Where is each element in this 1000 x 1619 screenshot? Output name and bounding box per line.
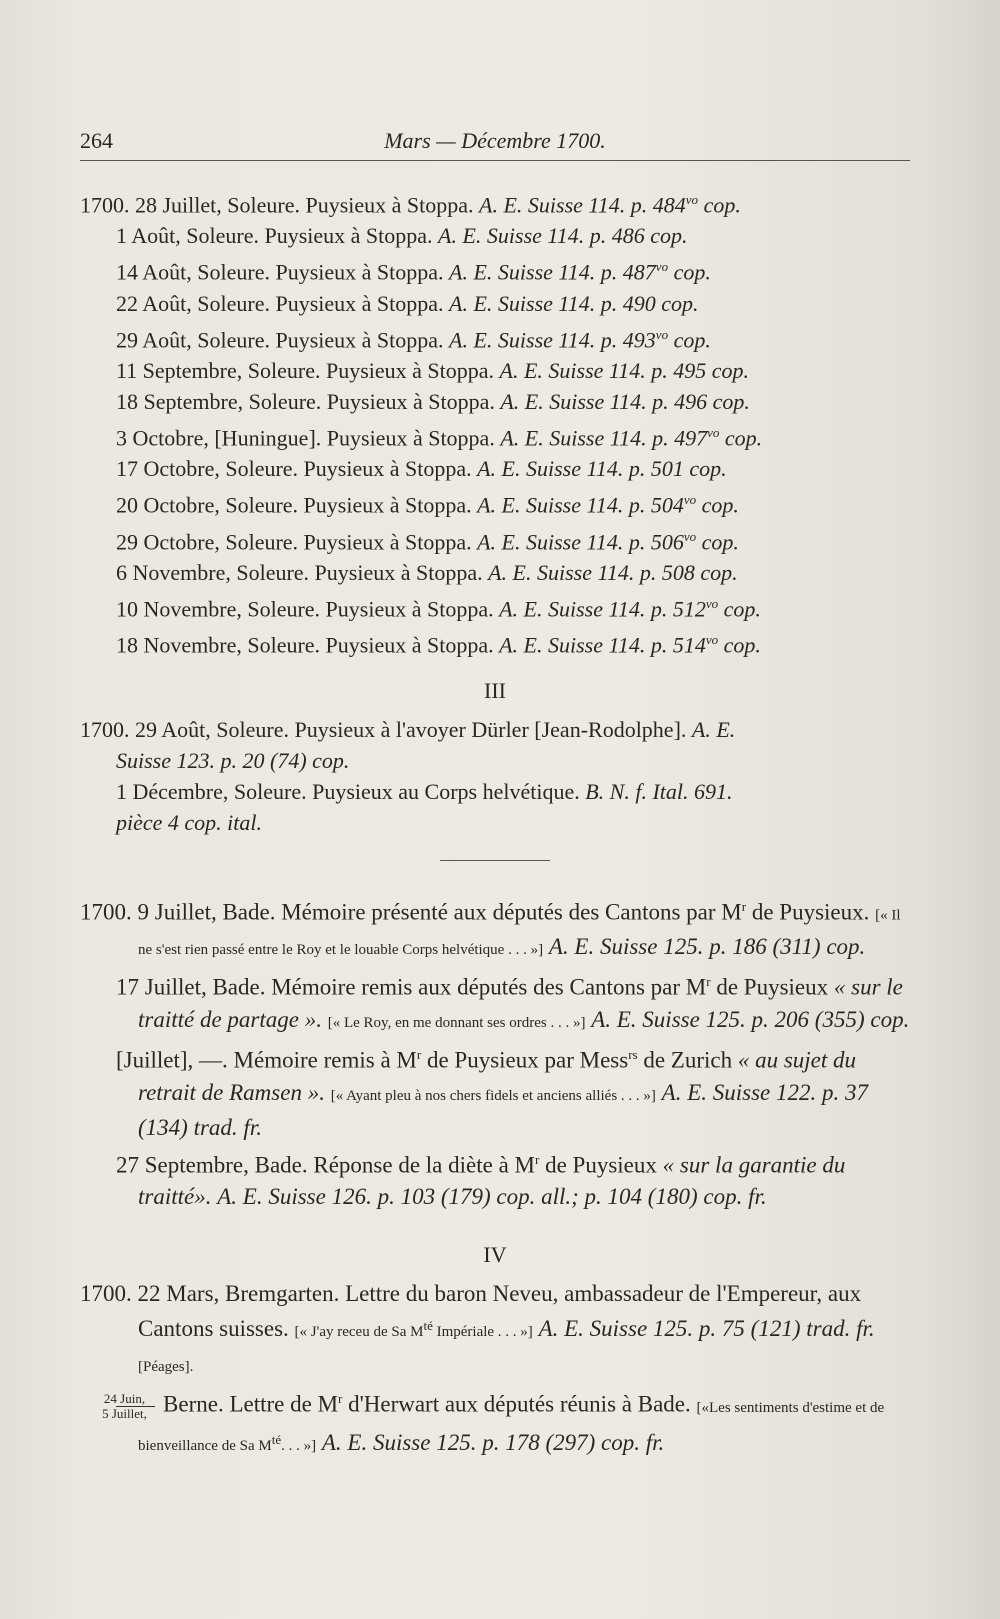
- entry-text: 27 Septembre, Bade. Réponse de la diète à M: [116, 1152, 535, 1178]
- header-rule: [80, 160, 910, 161]
- entry-incipit: Impériale . . . »]: [432, 1324, 533, 1341]
- entry-text: 18 Septembre, Soleure. Puysieux à Stoppa.: [116, 388, 495, 414]
- entry-ref-tail: cop.: [698, 192, 741, 218]
- list-item: [80, 807, 910, 838]
- list-item: [80, 776, 910, 807]
- entry-ref: A. E. Suisse 125. p. 75 (121) trad. fr.: [538, 1316, 875, 1342]
- memoires-section: [80, 891, 910, 1214]
- entry-subject: « sur le traitté de partage ».: [138, 974, 903, 1032]
- entry-ref: A. E. Suisse 114. p. 514: [499, 632, 706, 658]
- entry-incipit: . . . »]: [281, 1437, 317, 1454]
- entry-text: 29 Août, Soleure. Puysieux à l'avoyer Dürler [Jean-Rodolphe].: [135, 716, 687, 742]
- list-item: [80, 1278, 910, 1383]
- entry-text: 9 Juillet, Bade. Mémoire présenté aux députés des Cantons par M: [137, 899, 742, 925]
- date-fraction-top: 24 Juin,: [116, 1392, 155, 1407]
- section-title-iv: IV: [483, 1242, 507, 1268]
- entry-text: 14 Août, Soleure. Puysieux à Stoppa.: [116, 259, 444, 285]
- list-item: [80, 588, 910, 624]
- entry-ref-tail: cop.: [719, 425, 763, 451]
- entry-text: 28 Juillet, Soleure. Puysieux à Stoppa.: [135, 192, 474, 218]
- superscript: vo: [685, 192, 699, 207]
- entry-ref: Suisse 123. p. 20 (74) cop.: [116, 747, 350, 773]
- list-item: [80, 714, 910, 745]
- entry-ref-tail: cop.: [668, 259, 711, 285]
- superscript: r: [741, 898, 747, 914]
- entry-text: 17 Octobre, Soleure. Puysieux à Stoppa.: [116, 456, 472, 482]
- entry-text: 10 Novembre, Soleure. Puysieux à Stoppa.: [116, 596, 494, 622]
- entry-text: 29 Octobre, Soleure. Puysieux à Stoppa.: [116, 528, 472, 554]
- superscript: r: [706, 974, 711, 990]
- entry-text: Berne. Lettre de M: [163, 1391, 339, 1417]
- entry-text: de Puysieux: [539, 1152, 657, 1178]
- entry-incipit: [« Il ne s'est rien passé entre le Roy et le louable Corps helvétique . . . »]: [138, 907, 901, 959]
- entry-ref: A. E. Suisse 126. p. 103 (179) cop. all.; p. 104 (180) cop. fr.: [217, 1184, 767, 1210]
- entry-text: de Puysieux.: [746, 899, 870, 925]
- entry-note: [Péages].: [138, 1359, 194, 1376]
- entry-text: de Puysieux: [710, 974, 829, 1000]
- entry-ref: A. E. Suisse 114. p. 493: [449, 326, 656, 352]
- entry-text: 17 Juillet, Bade. Mémoire remis aux députés des Cantons par M: [116, 974, 707, 1000]
- entry-text: d'Herwart aux députés réunis à Bade.: [342, 1391, 691, 1417]
- list-item: [80, 184, 910, 220]
- superscript: vo: [705, 595, 719, 611]
- list-item: [80, 745, 910, 776]
- running-title: Mars — Décembre 1700.: [384, 128, 606, 153]
- list-item: [80, 251, 910, 287]
- entry-ref: A. E. Suisse 114. p. 512: [499, 596, 706, 622]
- entry-text: 18 Novembre, Soleure. Puysieux à Stoppa.: [116, 632, 494, 658]
- entry-ref: A. E. Suisse 114. p. 497: [500, 425, 708, 451]
- list-item: [80, 1039, 910, 1144]
- superscript: vo: [655, 259, 669, 275]
- entry-text: 22 Mars, Bremgarten. Lettre du baron Neveu, ambassadeur de l'Empereur, aux Cantons suisses.: [137, 1281, 862, 1342]
- letters-list: [80, 184, 910, 661]
- entry-ref: A. E. Suisse 114. p. 484: [479, 192, 686, 218]
- entry-text: 1 Août, Soleure. Puysieux à Stoppa.: [116, 223, 433, 249]
- entry-ref-tail: cop.: [696, 492, 739, 518]
- entry-ref: A. E. Suisse 114. p. 496 cop.: [500, 388, 750, 414]
- list-item: [80, 220, 910, 251]
- entry-incipit: [« Ayant pleu à nos chers fidels et anciens alliés . . . »]: [330, 1087, 656, 1104]
- entry-text: 3 Octobre, [Huningue]. Puysieux à Stoppa.: [116, 425, 495, 451]
- list-item: [80, 417, 910, 453]
- section-separator: [440, 860, 550, 861]
- superscript: vo: [705, 632, 719, 648]
- list-item: [80, 484, 910, 520]
- entry-incipit: [«Les sentiments d'estime et de bienveillance de Sa M: [138, 1399, 885, 1454]
- superscript: vo: [683, 528, 697, 544]
- list-item: [80, 557, 910, 588]
- entry-text: 29 Août, Soleure. Puysieux à Stoppa.: [116, 326, 444, 352]
- list-item: [80, 1383, 910, 1462]
- entry-ref: A. E. Suisse 114. p. 508 cop.: [488, 559, 738, 585]
- section-title-iii: III: [484, 677, 506, 703]
- entry-ref: A. E. Suisse 114. p. 490 cop.: [449, 290, 699, 316]
- entry-ref: A. E.: [691, 716, 736, 742]
- list-item: [80, 624, 910, 660]
- entry-ref: A. E. Suisse 114. p. 487: [449, 259, 656, 285]
- superscript: vo: [707, 424, 720, 440]
- list-item: [80, 386, 910, 417]
- superscript: r: [416, 1046, 422, 1062]
- list-item: [80, 453, 910, 484]
- entry-text: 6 Novembre, Soleure. Puysieux à Stoppa.: [116, 559, 483, 585]
- list-item: [80, 319, 910, 355]
- entry-ref: A. E. Suisse 114. p. 504: [477, 492, 684, 518]
- list-item: [80, 966, 910, 1039]
- entry-ref-tail: cop.: [718, 596, 761, 622]
- entry-ref: A. E. Suisse 114. p. 506: [477, 528, 684, 554]
- page-content: [80, 184, 910, 1462]
- list-item: [80, 1144, 910, 1214]
- superscript: té: [423, 1318, 433, 1334]
- entry-year: 1700.: [80, 899, 132, 925]
- entry-year: 1700.: [80, 1281, 132, 1307]
- list-item: [80, 355, 910, 386]
- entry-subject: « sur la garantie du traitté».: [138, 1152, 846, 1210]
- entry-text: 22 Août, Soleure. Puysieux à Stoppa.: [116, 290, 444, 316]
- entry-text: 20 Octobre, Soleure. Puysieux à Stoppa.: [116, 492, 472, 518]
- entry-text: de Zurich: [637, 1047, 733, 1073]
- entry-ref-tail: cop.: [718, 632, 761, 658]
- entry-text: 1 Décembre, Soleure. Puysieux au Corps helvétique.: [116, 778, 580, 804]
- superscript: rs: [628, 1046, 638, 1062]
- entry-ref: A. E. Suisse 125. p. 206 (355) cop.: [591, 1006, 910, 1032]
- entry-year: 1700.: [80, 192, 130, 218]
- entry-text: 11 Septembre, Soleure. Puysieux à Stoppa.: [116, 357, 495, 383]
- entry-ref-tail: cop.: [696, 528, 739, 554]
- entry-year: 1700.: [80, 716, 130, 742]
- entry-text: [Juillet], —. Mémoire remis à M: [116, 1047, 417, 1073]
- entry-subject: « au sujet du retrait de Ramsen ».: [138, 1047, 857, 1105]
- list-item: [80, 288, 910, 319]
- entry-ref: A. E. Suisse 114. p. 501 cop.: [477, 456, 727, 482]
- entry-ref: A. E. Suisse 122. p. 37 (134) trad. fr.: [138, 1079, 869, 1140]
- page-number: 264: [80, 128, 113, 153]
- section-iv: [80, 1278, 910, 1462]
- superscript: vo: [683, 492, 697, 508]
- superscript: vo: [655, 326, 669, 342]
- entry-ref: A. E. Suisse 114. p. 495 cop.: [499, 357, 750, 383]
- entry-ref: pièce 4 cop. ital.: [116, 809, 263, 835]
- entry-ref: A. E. Suisse 125. p. 178 (297) cop. fr.: [321, 1429, 665, 1455]
- entry-ref: A. E. Suisse 114. p. 486 cop.: [438, 223, 688, 249]
- entry-incipit: [« J'ay receu de Sa M: [294, 1324, 424, 1341]
- superscript: r: [338, 1391, 343, 1407]
- entry-text: de Puysieux par Mess: [421, 1047, 629, 1073]
- date-fraction: [102, 1391, 155, 1422]
- date-fraction-bottom: 5 Juillet,: [102, 1406, 147, 1422]
- entry-ref-tail: cop.: [668, 326, 711, 352]
- entry-ref: A. E.: [548, 934, 595, 960]
- entry-incipit: [« Le Roy, en me donnant ses ordres . . . »]: [327, 1014, 586, 1031]
- entry-ref: B. N. f. Ital. 691.: [585, 778, 733, 804]
- superscript: té: [271, 1431, 282, 1447]
- page-header: [80, 128, 910, 158]
- superscript: r: [535, 1151, 540, 1167]
- list-item: [80, 891, 910, 967]
- entry-ref: Suisse 125. p. 186 (311) cop.: [599, 934, 866, 960]
- list-item: [80, 521, 910, 557]
